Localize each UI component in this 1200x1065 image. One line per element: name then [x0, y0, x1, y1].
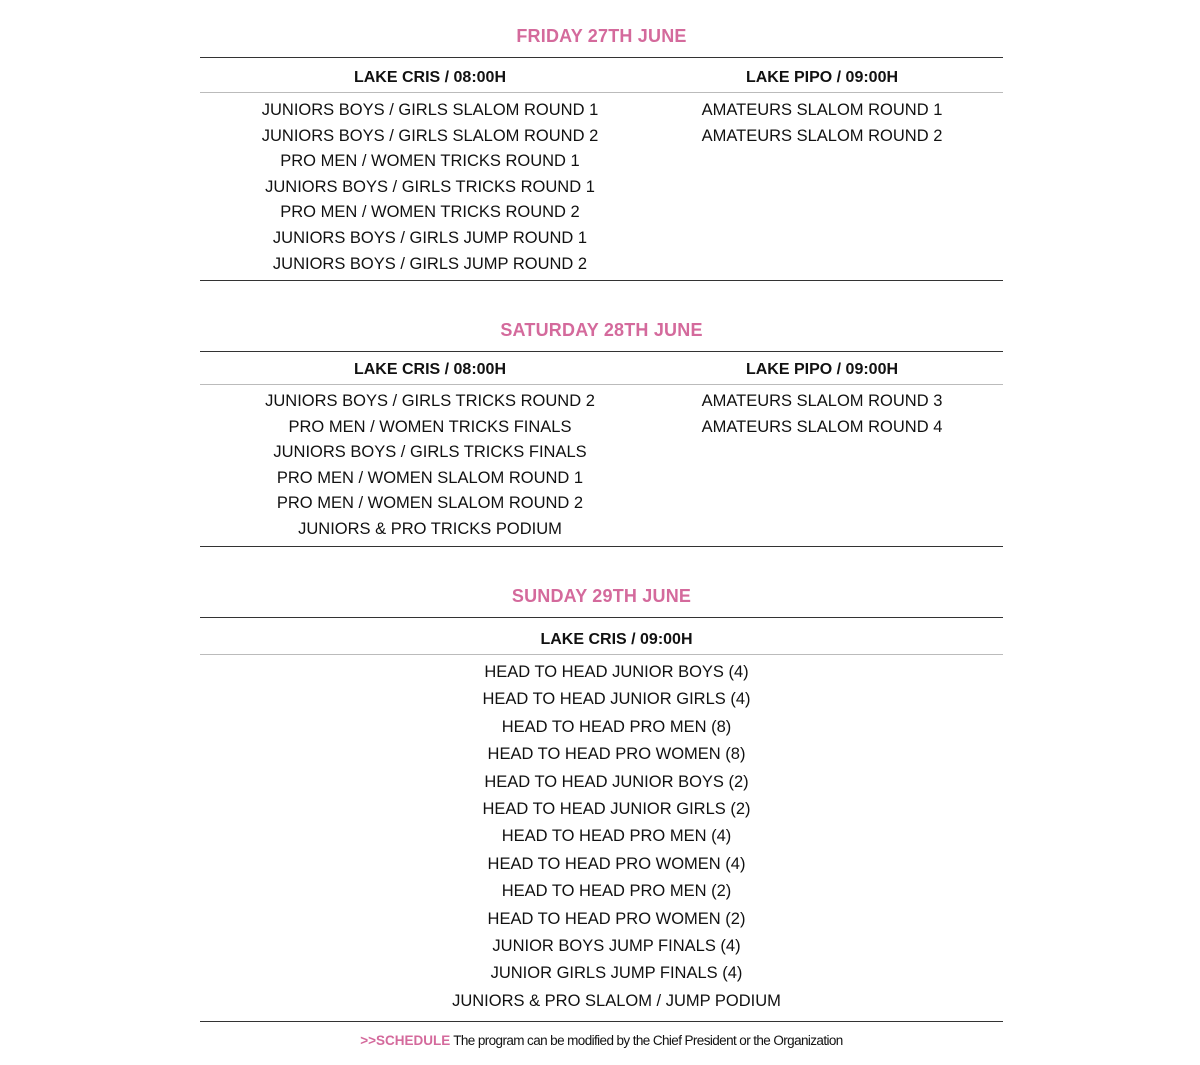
list-item: HEAD TO HEAD PRO MEN (8) — [501, 717, 732, 736]
column-heading-lake-cris: LAKE CRIS / 08:00H — [353, 69, 507, 86]
column-heading-lake-pipo: LAKE PIPO / 09:00H — [745, 69, 899, 86]
list-item: HEAD TO HEAD PRO MEN (4) — [501, 827, 732, 846]
event-list-lake-cris — [200, 659, 1033, 1015]
column-heading-lake-cris: LAKE CRIS / 08:00H — [353, 361, 507, 378]
footer-text: The program can be modified by the Chief President or the Organization — [450, 1033, 843, 1048]
list-item: AMATEURS SLALOM ROUND 1 — [701, 101, 943, 119]
divider — [200, 57, 1003, 58]
list-item: JUNIORS & PRO TRICKS PODIUM — [298, 519, 562, 538]
schedule-tag: >>SCHEDULE — [360, 1033, 451, 1048]
event-list-lake-cris — [230, 98, 630, 277]
list-item: PRO MEN / WOMEN TRICKS FINALS — [288, 417, 572, 436]
divider — [200, 280, 1003, 281]
list-item: HEAD TO HEAD JUNIOR GIRLS (2) — [482, 799, 751, 818]
day-title-friday: FRIDAY 27TH JUNE — [516, 26, 687, 46]
list-item: HEAD TO HEAD PRO MEN (2) — [501, 882, 732, 901]
divider — [200, 384, 1003, 385]
column-heading-lake-pipo: LAKE PIPO / 09:00H — [745, 361, 899, 378]
event-list-lake-pipo — [622, 98, 1022, 149]
list-item: HEAD TO HEAD JUNIOR BOYS (4) — [484, 663, 749, 681]
list-item: JUNIORS BOYS / GIRLS JUMP ROUND 2 — [272, 254, 588, 273]
list-item: HEAD TO HEAD JUNIOR GIRLS (4) — [482, 690, 751, 709]
list-item: JUNIORS BOYS / GIRLS JUMP ROUND 1 — [272, 228, 588, 247]
list-item: JUNIOR BOYS JUMP FINALS (4) — [492, 936, 741, 955]
divider — [200, 1021, 1003, 1022]
list-item: PRO MEN / WOMEN TRICKS ROUND 2 — [280, 203, 580, 222]
list-item: AMATEURS SLALOM ROUND 4 — [701, 417, 943, 436]
event-list-lake-cris — [230, 389, 630, 543]
list-item: JUNIORS BOYS / GIRLS SLALOM ROUND 2 — [261, 126, 599, 145]
column-heading-lake-cris: LAKE CRIS / 09:00H — [540, 631, 693, 648]
list-item: JUNIORS BOYS / GIRLS TRICKS FINALS — [273, 443, 587, 462]
list-item: PRO MEN / WOMEN TRICKS ROUND 1 — [280, 152, 580, 171]
list-item: PRO MEN / WOMEN SLALOM ROUND 2 — [276, 494, 584, 513]
divider — [200, 654, 1003, 655]
list-item: JUNIORS BOYS / GIRLS TRICKS ROUND 1 — [265, 177, 595, 196]
list-item: HEAD TO HEAD PRO WOMEN (4) — [487, 854, 746, 873]
list-item: JUNIORS BOYS / GIRLS TRICKS ROUND 2 — [265, 392, 595, 410]
list-item: HEAD TO HEAD PRO WOMEN (2) — [487, 909, 746, 928]
list-item: PRO MEN / WOMEN SLALOM ROUND 1 — [276, 468, 584, 487]
list-item: AMATEURS SLALOM ROUND 2 — [701, 126, 943, 145]
list-item: HEAD TO HEAD PRO WOMEN (8) — [487, 745, 746, 764]
divider — [200, 351, 1003, 352]
list-item: HEAD TO HEAD JUNIOR BOYS (2) — [484, 772, 749, 791]
event-list-lake-pipo — [622, 389, 1022, 440]
list-item: JUNIORS BOYS / GIRLS SLALOM ROUND 1 — [261, 101, 599, 119]
list-item: AMATEURS SLALOM ROUND 3 — [701, 392, 943, 410]
day-title-sunday: SUNDAY 29TH JUNE — [511, 586, 692, 606]
divider — [200, 546, 1003, 547]
list-item: JUNIOR GIRLS JUMP FINALS (4) — [490, 964, 743, 983]
list-item: JUNIORS & PRO SLALOM / JUMP PODIUM — [452, 991, 781, 1010]
divider — [200, 617, 1003, 618]
divider — [200, 92, 1003, 93]
day-title-saturday: SATURDAY 28TH JUNE — [500, 320, 703, 340]
footer-note — [200, 1033, 1003, 1048]
